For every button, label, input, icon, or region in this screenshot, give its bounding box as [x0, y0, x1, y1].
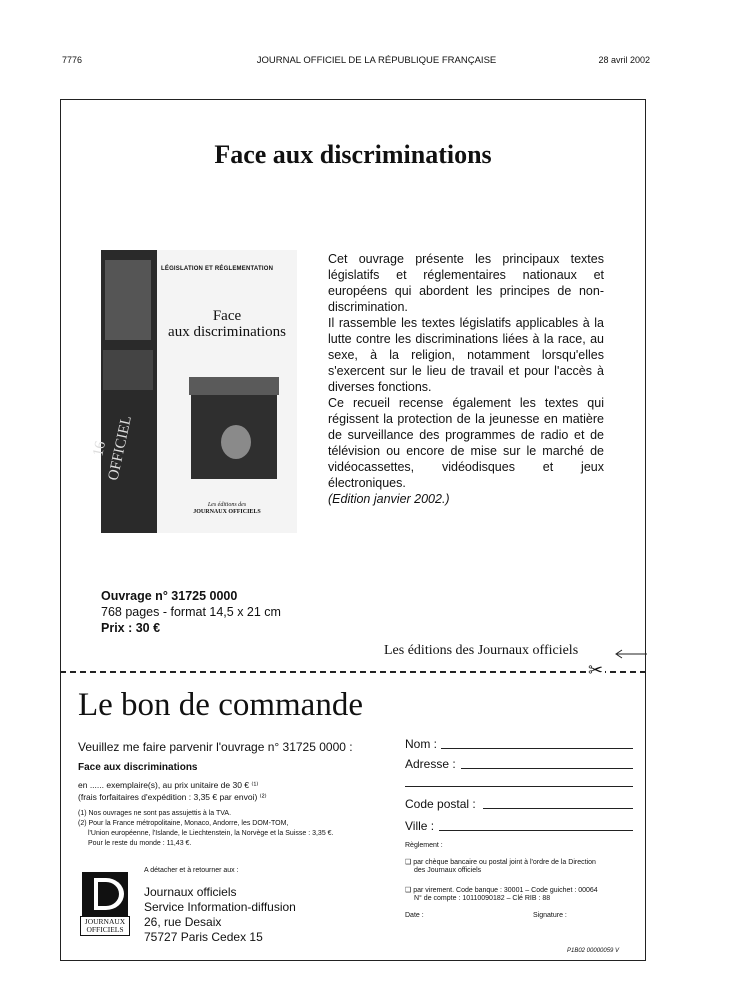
book-description	[328, 251, 604, 507]
book-info	[101, 588, 281, 636]
reglement-label: Règlement :	[405, 842, 443, 849]
ouvrage-number: Ouvrage n° 31725 0000	[101, 589, 238, 603]
book-spine	[90, 250, 157, 533]
logo-line1: JOURNAUX	[84, 917, 126, 926]
adresse-label: Adresse :	[405, 757, 456, 771]
date-label: Date :	[405, 912, 424, 919]
adresse-field-2[interactable]	[405, 786, 633, 787]
cover-publisher-line2: JOURNAUX OFFICIELS	[193, 509, 261, 515]
mailing-address	[144, 885, 296, 945]
cover-title	[157, 308, 297, 340]
spine-text: 16 OFFICIEL	[90, 414, 135, 482]
order-quantity-line: en ...... exemplaire(s), au prix unitaire de 30 € ⁽¹⁾	[78, 780, 259, 790]
book-cover-image	[90, 250, 297, 533]
cover-title-line1: Face	[212, 308, 242, 324]
code-postal-field[interactable]	[483, 808, 633, 809]
desc-paragraph-1: Cet ouvrage présente les principaux textes législatifs et réglementaires nationaux et européens qui abordent les principes de non-discrimination.	[328, 252, 604, 314]
header-date: 28 avril 2002	[598, 55, 650, 65]
book-front	[157, 250, 297, 533]
order-form-title: Le bon de commande	[78, 687, 363, 723]
logo-line2: OFFICIELS	[86, 925, 124, 934]
order-shipping-line: (frais forfaitaires d'expédition : 3,35 € par envoi) ⁽²⁾	[78, 792, 267, 802]
address-line4: 75727 Paris Cedex 15	[144, 930, 263, 944]
adresse-field[interactable]	[461, 768, 633, 769]
arrow-left-icon	[613, 649, 647, 659]
order-book-title: Face aux discriminations	[78, 762, 198, 773]
note-2c: Pour le reste du monde : 11,43 €.	[88, 840, 192, 847]
payment-cheque-2: des Journaux officiels	[414, 867, 482, 874]
cover-publisher-line1: Les éditions des	[207, 502, 247, 508]
order-form-left	[78, 740, 378, 849]
payment-virement-2: N° de compte : 10110090182 – Clé RIB : 88	[414, 895, 551, 902]
code-postal-label: Code postal :	[405, 797, 476, 811]
reference-code: P1B02 00000059 V	[567, 948, 620, 954]
journal-title: JOURNAL OFFICIEL DE LA RÉPUBLIQUE FRANÇAISE	[256, 55, 497, 66]
book-format: 768 pages - format 14,5 x 21 cm	[101, 605, 281, 619]
order-request: Veuillez me faire parvenir l'ouvrage n° 31725 0000 :	[78, 740, 353, 754]
payment-virement[interactable]: ❑ par virement. Code banque : 30001 – Code guichet : 00064	[405, 887, 598, 894]
address-line1: Journaux officiels	[144, 885, 237, 899]
desc-paragraph-3: Ce recueil recense également les textes qui régissent la protection de la jeunesse en matière de surveillance des programmes de radio et de télévision ou encore de mise sur le marché de vidéocassettes, vidéodisques et jeux électroniques.	[328, 396, 604, 490]
ville-label: Ville :	[405, 819, 435, 833]
journaux-officiels-logo	[80, 872, 130, 932]
cover-title-line2: aux discriminations	[168, 324, 286, 340]
note-2a: (2) Pour la France métropolitaine, Monaco, Andorre, les DOM-TOM,	[78, 820, 289, 827]
payment-cheque[interactable]: ❑ par chèque bancaire ou postal joint à l'ordre de la Direction	[405, 859, 596, 866]
address-line2: Service Information-diffusion	[144, 900, 296, 914]
cover-category: LÉGISLATION ET RÉGLEMENTATION	[161, 266, 274, 272]
nom-field[interactable]	[441, 748, 633, 749]
scissors-icon: ✂	[588, 660, 604, 680]
ville-field[interactable]	[439, 830, 633, 831]
editions-label: Les éditions des Journaux officiels	[384, 643, 579, 658]
address-line3: 26, rue Desaix	[144, 915, 222, 929]
detach-instruction: A détacher et à retourner aux :	[144, 867, 239, 874]
cut-line	[60, 671, 646, 673]
cover-photo	[191, 377, 277, 479]
note-1: (1) Nos ouvrages ne sont pas assujettis à la TVA.	[78, 810, 232, 817]
book-price: Prix : 30 €	[101, 621, 161, 635]
desc-paragraph-2: Il rassemble les textes législatifs applicables à la lutte contre les discriminations liées à la race, au sexe, à la religion, notamment lorsqu'elles s'exercent sur le lieu de travail et pour l'accès à diverses fonctions.	[328, 316, 604, 394]
note-2b: l'Union européenne, l'Islande, le Liechtenstein, la Norvège et la Suisse : 3,35 €.	[88, 830, 334, 837]
desc-edition: (Edition janvier 2002.)	[328, 492, 450, 506]
page-number: 7776	[62, 55, 83, 65]
signature-label: Signature :	[533, 912, 567, 919]
ad-title: Face aux discriminations	[214, 140, 492, 169]
cover-publisher	[157, 502, 297, 516]
nom-label: Nom :	[405, 737, 438, 751]
